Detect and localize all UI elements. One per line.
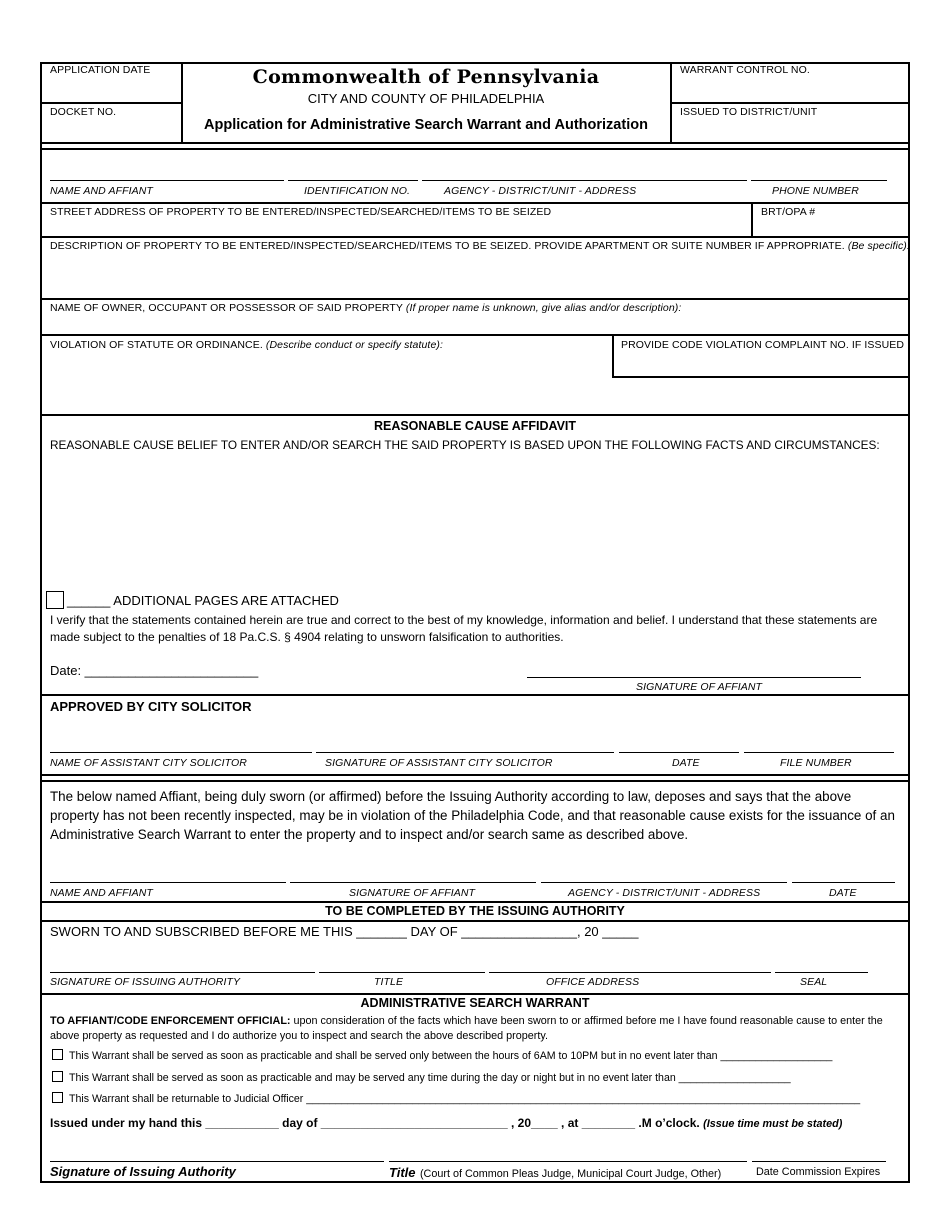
issuing-seal-line[interactable] — [775, 972, 868, 973]
issued-to-label: ISSUED TO DISTRICT/UNIT — [680, 106, 818, 118]
affiant-signature-label: SIGNATURE OF AFFIANT — [636, 681, 763, 693]
sworn-top-2 — [40, 780, 910, 782]
issuing-signature-label: SIGNATURE OF ISSUING AUTHORITY — [50, 976, 241, 988]
warrant-option-2-checkbox[interactable] — [52, 1071, 63, 1082]
violation-label — [50, 339, 443, 351]
issuing-top — [40, 901, 910, 903]
warrant-title-line[interactable] — [389, 1161, 747, 1162]
description-label-text: DESCRIPTION OF PROPERTY TO BE ENTERED/INSPECTED/SEARCHED/ITEMS TO BE SEIZED. PROVIDE APARTMENT OR SUITE NUMBER IF APPROPRIATE. — [50, 240, 845, 252]
docket-label: DOCKET NO. — [50, 106, 117, 118]
warrant-intro-bold: TO AFFIANT/CODE ENFORCEMENT OFFICIAL: — [50, 1015, 291, 1027]
warrant-commission-line[interactable] — [752, 1161, 886, 1162]
solicitor-title: APPROVED BY CITY SOLICITOR — [50, 699, 252, 714]
code-violation-divider — [612, 334, 614, 378]
solicitor-name-line[interactable] — [50, 752, 312, 753]
solicitor-file-label: FILE NUMBER — [780, 757, 852, 769]
affidavit-subtitle: REASONABLE CAUSE BELIEF TO ENTER AND/OR SEARCH THE SAID PROPERTY IS BASED UPON THE FOLLOWING FACTS AND CIRCUMSTANCES: — [50, 438, 880, 452]
issued-line-note: (Issue time must be stated) — [703, 1118, 843, 1130]
violation-top — [40, 334, 910, 336]
street-top — [40, 202, 910, 204]
issued-line[interactable] — [50, 1116, 842, 1130]
code-violation-bottom — [612, 376, 910, 378]
issuing-seal-label: SEAL — [800, 976, 828, 988]
violation-note: (Describe conduct or specify statute): — [265, 339, 443, 351]
affidavit-date[interactable]: Date: ________________________ — [50, 663, 259, 678]
sworn-name-label: NAME AND AFFIANT — [50, 887, 153, 899]
verify-text: I verify that the statements contained herein are true and correct to the best of my knowledge, information and belief. I understand that these statements are made subject to the penalties of 18 Pa.C.S. § 4904 relating to unsworn falsification to authorities. — [50, 613, 878, 644]
warrant-option-3-checkbox[interactable] — [52, 1092, 63, 1103]
warrant-option-1-checkbox[interactable] — [52, 1049, 63, 1060]
warrant-option-1[interactable] — [52, 1049, 832, 1062]
sworn-date-line[interactable] — [792, 882, 895, 883]
solicitor-date-line[interactable] — [619, 752, 739, 753]
owner-note: (If proper name is unknown, give alias and/or description): — [405, 302, 682, 314]
affiant-agency-line[interactable] — [422, 180, 747, 181]
form-title: Application for Administrative Search Warrant and Authorization — [204, 117, 648, 133]
street-label: STREET ADDRESS OF PROPERTY TO BE ENTERED/INSPECTED/SEARCHED/ITEMS TO BE SEIZED — [50, 206, 552, 218]
warrant-intro — [50, 1014, 900, 1044]
warrant-option-3[interactable] — [52, 1092, 878, 1105]
solicitor-file-line[interactable] — [744, 752, 894, 753]
issuing-office-line[interactable] — [489, 972, 771, 973]
warrant-title-label-group — [389, 1164, 721, 1182]
sworn-paragraph: The below named Affiant, being duly sworn (or affirmed) before the Issuing Authority according to law, deposes and says that the above property has not been recently inspected, may be in violation of the Philadelphia Code, and that reasonable cause exists for the issuance of an Administrative Search Warrant to enter the property and to inspect and/or search same as described above. — [50, 789, 895, 842]
sworn-signature-label: SIGNATURE OF AFFIANT — [349, 887, 476, 899]
affidavit-top — [40, 414, 910, 416]
warrant-option-2[interactable] — [52, 1071, 791, 1084]
solicitor-name-label: NAME OF ASSISTANT CITY SOLICITOR — [50, 757, 247, 769]
owner-label — [50, 302, 681, 314]
issuing-title-label: TITLE — [374, 976, 404, 988]
affiant-phone-line[interactable] — [751, 180, 887, 181]
affiant-id-line[interactable] — [288, 180, 418, 181]
issuing-office-label: OFFICE ADDRESS — [546, 976, 640, 988]
warrant-title: ADMINISTRATIVE SEARCH WARRANT — [360, 996, 590, 1010]
header-split-left — [40, 102, 182, 104]
solicitor-date-label: DATE — [672, 757, 700, 769]
warrant-control-label: WARRANT CONTROL NO. — [680, 64, 810, 76]
owner-label-text: NAME OF OWNER, OCCUPANT OR POSSESSOR OF SAID PROPERTY — [50, 302, 403, 314]
warrant-signature-label: Signature of Issuing Authority — [50, 1164, 236, 1179]
sworn-subscribed-line[interactable]: SWORN TO AND SUBSCRIBED BEFORE ME THIS _______ DAY OF ________________, 20 _____ — [50, 924, 639, 939]
commonwealth-title: Commonwealth of Pennsylvania — [252, 66, 600, 88]
issuing-title-line[interactable] — [319, 972, 485, 973]
affiant-agency-label: AGENCY - DISTRICT/UNIT - ADDRESS — [444, 185, 637, 197]
code-violation-label: PROVIDE CODE VIOLATION COMPLAINT NO. IF ISSUED — [621, 339, 905, 351]
solicitor-signature-label: SIGNATURE OF ASSISTANT CITY SOLICITOR — [325, 757, 553, 769]
issuing-title-bottom — [40, 920, 910, 922]
sworn-name-line[interactable] — [50, 882, 286, 883]
sworn-date-label: DATE — [829, 887, 857, 899]
description-top — [40, 236, 910, 238]
warrant-commission-label: Date Commission Expires — [756, 1166, 881, 1178]
warrant-top — [40, 993, 910, 995]
sworn-agency-line[interactable] — [541, 882, 787, 883]
warrant-option-2-text: This Warrant shall be served as soon as practicable and may be served any time during the day or night but in no event later than ___________________ — [69, 1072, 791, 1084]
sworn-agency-label: AGENCY - DISTRICT/UNIT - ADDRESS — [568, 887, 761, 899]
affiant-id-label: IDENTIFICATION NO. — [304, 185, 411, 197]
affiant-signature-line[interactable] — [527, 677, 861, 678]
warrant-option-3-text: This Warrant shall be returnable to Judicial Officer ______________________________________________________________________________________________ — [69, 1093, 861, 1105]
issuing-signature-line[interactable] — [50, 972, 315, 973]
warrant-option-1-text: This Warrant shall be served as soon as practicable and shall be served only between the hours of 6AM to 10PM but in no event later than ___________________ — [69, 1050, 833, 1062]
issued-line-text: Issued under my hand this ___________ day of ____________________________ , 20____ , at ________ .M o’clock. — [50, 1116, 700, 1130]
solicitor-signature-line[interactable] — [316, 752, 614, 753]
violation-label-text: VIOLATION OF STATUTE OR ORDINANCE. — [50, 339, 263, 351]
solicitor-top — [40, 694, 910, 696]
affidavit-title: REASONABLE CAUSE AFFIDAVIT — [373, 419, 577, 433]
sworn-signature-line[interactable] — [290, 882, 536, 883]
affiant-phone-label: PHONE NUMBER — [772, 185, 859, 197]
warrant-title-note: (Court of Common Pleas Judge, Municipal Court Judge, Other) — [419, 1168, 722, 1180]
description-note: (Be specific): — [847, 240, 910, 252]
application-date-label: APPLICATION DATE — [50, 64, 151, 76]
city-county-title: CITY AND COUNTY OF PHILADELPHIA — [307, 91, 545, 106]
warrant-title-label: Title — [389, 1165, 416, 1180]
header-bottom-2 — [40, 148, 910, 150]
sworn-top — [40, 774, 910, 776]
warrant-intro-text: upon consideration of the facts which have been sworn to or affirmed before me I have found reasonable cause to enter the above property as requested and I do authorize you to inspect and search the above described property. — [50, 1015, 883, 1042]
brt-label: BRT/OPA # — [761, 206, 816, 218]
additional-pages-checkbox[interactable] — [46, 591, 64, 609]
additional-pages-label: ______ ADDITIONAL PAGES ARE ATTACHED — [67, 593, 339, 608]
brt-divider — [751, 202, 753, 237]
header-split-right — [670, 102, 910, 104]
issuing-title: TO BE COMPLETED BY THE ISSUING AUTHORITY — [325, 904, 625, 918]
affiant-name-line[interactable] — [50, 180, 284, 181]
owner-top — [40, 298, 910, 300]
description-label — [50, 240, 910, 252]
affiant-name-label: NAME AND AFFIANT — [50, 185, 153, 197]
warrant-signature-line[interactable] — [50, 1161, 384, 1162]
header-bottom — [40, 142, 910, 144]
